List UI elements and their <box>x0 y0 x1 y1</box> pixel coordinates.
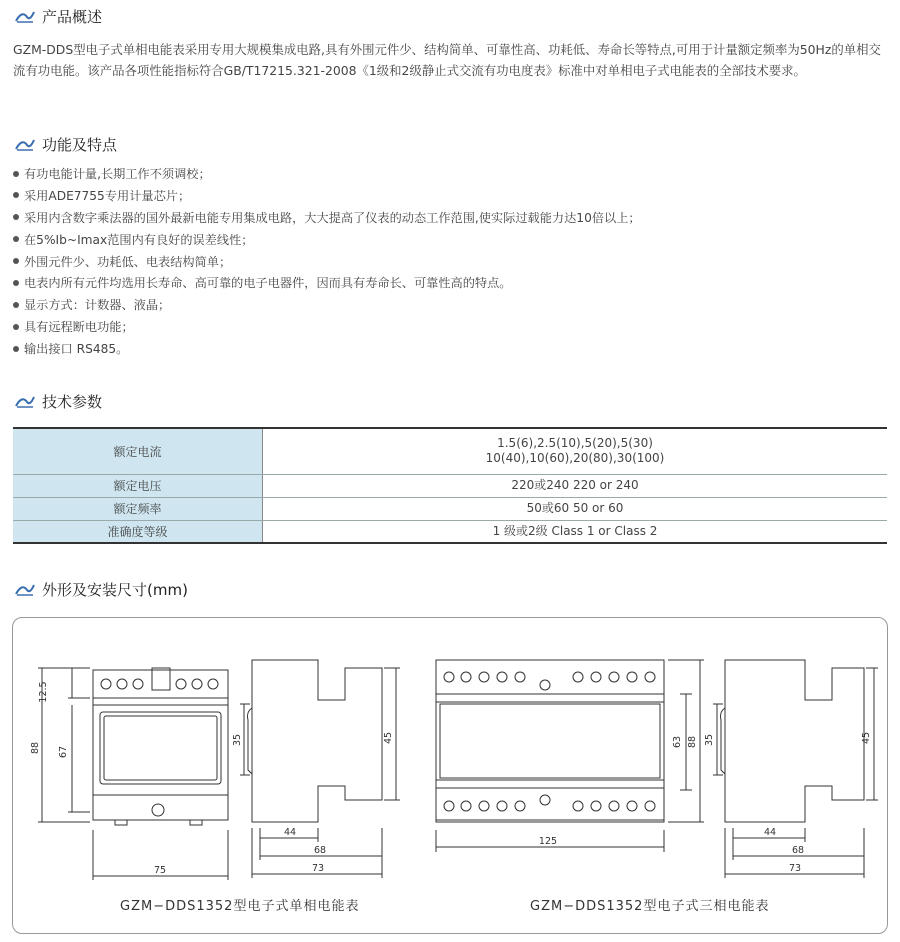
section-title: 功能及特点 <box>42 135 118 154</box>
list-item: 显示方式：计数器、液晶； <box>13 295 641 317</box>
dim-label-inner: 67 <box>58 745 69 759</box>
single-front-outline <box>93 670 228 820</box>
dim-label-73: 73 <box>788 863 802 874</box>
list-item: 采用ADE7755专用计量芯片； <box>13 186 641 208</box>
table-key: 额定电压 <box>13 474 263 497</box>
dim-label-68: 68 <box>791 845 805 856</box>
table-value: 1 级或2级 Class 1 or Class 2 <box>263 520 888 543</box>
table-key: 额定频率 <box>13 497 263 520</box>
single-phase-caption: GZM−DDS1352型电子式单相电能表 <box>120 899 360 914</box>
dim-label-63: 63 <box>672 735 683 749</box>
list-item: 有功电能计量,长期工作不须调校； <box>13 164 641 186</box>
table-value: 220或240 220 or 240 <box>263 474 888 497</box>
list-item: 具有远程断电功能； <box>13 317 641 339</box>
section-title: 产品概述 <box>42 7 103 26</box>
dim-label-side-mid: 35 <box>232 733 243 747</box>
dim-label-44: 44 <box>283 827 297 838</box>
dim-label-73: 73 <box>311 863 325 874</box>
dim-label-68: 68 <box>313 845 327 856</box>
section-title: 技术参数 <box>42 392 103 411</box>
table-value: 50或60 50 or 60 <box>263 497 888 520</box>
table-value: 1.5(6),2.5(10),5(20),5(30) 10(40),10(60),20(80),30(100) <box>263 428 888 474</box>
list-item: 外围元件少、功耗低、电表结构简单； <box>13 252 641 274</box>
dim-label-side-h: 45 <box>861 731 872 745</box>
three-phase-caption: GZM−DDS1352型电子式三相电能表 <box>530 899 770 914</box>
list-item: 电表内所有元件均选用长寿命、高可靠的电子电器件，因而具有寿命长、可靠性高的特点。 <box>13 273 641 295</box>
dim-label-125: 125 <box>538 836 558 847</box>
dim-label-width: 75 <box>153 865 167 876</box>
dim-label-88: 88 <box>687 735 698 749</box>
table-key: 准确度等级 <box>13 520 263 543</box>
dim-label-side-mid: 35 <box>704 733 715 747</box>
list-item: 采用内含数字乘法器的国外最新电能专用集成电路，大大提高了仪表的动态工作范围,使实际过载能力达10倍以上； <box>13 208 641 230</box>
list-item: 在5%Ib~Imax范围内有良好的误差线性； <box>13 230 641 252</box>
table-key: 额定电流 <box>13 428 263 474</box>
list-item: 输出接口 RS485。 <box>13 339 641 361</box>
dim-label-top: 12.5 <box>38 681 49 703</box>
overview-paragraph: GZM-DDS型电子式单相电能表采用专用大规模集成电路,具有外围元件少、结构简单、可靠性高、功耗低、寿命长等特点,可用于计量额定频率为50Hz的单相交流有功电能。该产品各项性能指标符合GB/T17215.321-2008《1级和2级静止式交流有功电度表》标准中对单相电子式电能表的全部技术要求。 <box>13 42 881 78</box>
dim-label-side-h: 45 <box>383 731 394 745</box>
dim-label-44: 44 <box>763 827 777 838</box>
section-title: 外形及安装尺寸(mm) <box>42 580 188 599</box>
dim-label-height: 88 <box>30 741 41 755</box>
